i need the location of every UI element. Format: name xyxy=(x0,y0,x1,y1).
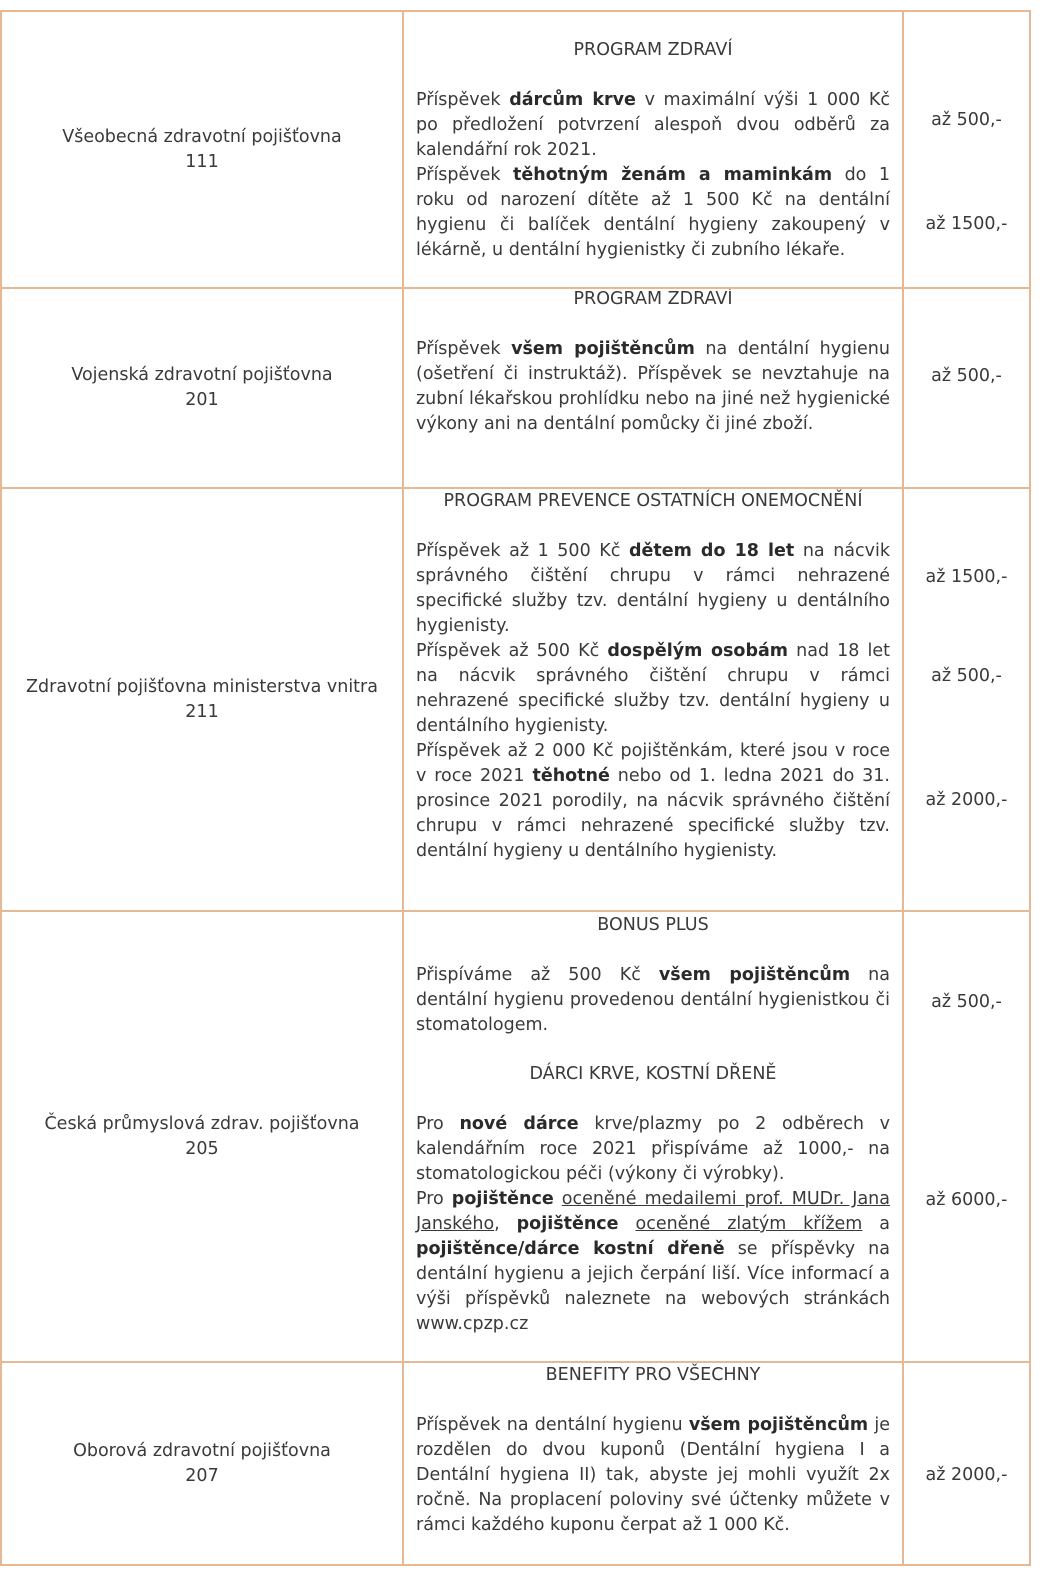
text-run: do 1 roku od narození dítěte až 1 500 Kč na dentální hygienu či balíček dentální hygieny zakoupený v lékárně, u dentální hygienistky či zubního lékaře. xyxy=(416,165,891,260)
program-cell xyxy=(404,489,902,910)
program-paragraph xyxy=(416,163,890,263)
bold-text: dětem do 18 let xyxy=(628,541,795,561)
amount-value: až 500,- xyxy=(931,666,1002,686)
program-block xyxy=(416,38,890,263)
text-run xyxy=(619,1214,636,1234)
spacer xyxy=(416,1087,890,1112)
amount-value: až 6000,- xyxy=(925,1190,1008,1210)
program-title: DÁRCI KRVE, KOSTNÍ DŘENĚ xyxy=(529,1064,777,1084)
text-run: na nácvik správného čištění chrupu v rámci nehrazené specifické služby tzv. dentální hygieny u dentálního hygienisty. xyxy=(416,541,890,636)
amount-value: až 2000,- xyxy=(925,790,1008,810)
program-paragraph xyxy=(416,963,890,1038)
insurer-code: 111 xyxy=(185,151,219,172)
insurer-name-block xyxy=(62,125,342,175)
amount-cell xyxy=(904,1363,1029,1564)
amount-value: až 1500,- xyxy=(925,567,1008,587)
amount-value: až 1500,- xyxy=(925,214,1008,234)
spacer xyxy=(416,938,890,963)
text-run: Příspěvek xyxy=(416,165,514,185)
program-title: PROGRAM ZDRAVÍ xyxy=(573,289,733,309)
program-paragraph xyxy=(416,1187,890,1337)
program-block xyxy=(416,913,890,1038)
insurer-cell xyxy=(2,1363,402,1564)
bold-text: všem pojištěncům xyxy=(511,339,695,359)
program-title: PROGRAM ZDRAVÍ xyxy=(573,40,733,60)
amount-value: až 500,- xyxy=(931,992,1002,1012)
insurer-name: Vojenská zdravotní pojišťovna xyxy=(71,365,333,385)
text-run: Pro xyxy=(416,1189,452,1209)
insurer-name: Česká průmyslová zdrav. pojišťovna xyxy=(44,1113,360,1134)
insurer-code: 201 xyxy=(185,390,219,410)
program-block xyxy=(416,289,890,437)
bold-text: nové dárce xyxy=(459,1114,579,1134)
text-run: a xyxy=(862,1214,890,1234)
text-run: Příspěvek až 2 000 Kč pojištěnkám, které jsou v roce v roce 2021 xyxy=(416,741,890,786)
bold-text: těhotné xyxy=(532,766,610,786)
bold-text: těhotným ženám a maminkám xyxy=(513,165,833,185)
amount-value: až 500,- xyxy=(931,110,1002,130)
insurer-name-block xyxy=(71,363,332,413)
program-title: BENEFITY PRO VŠECHNY xyxy=(545,1365,761,1385)
spacer xyxy=(416,63,890,88)
text-run: se příspěvky na dentální hygienu a jejich čerpání liší. Více informací a výši příspěvků naleznete na webových stránkách www.cpzp.cz xyxy=(416,1239,890,1334)
table-border-horizontal xyxy=(0,1564,1031,1566)
table-border-vertical xyxy=(1029,10,1031,1566)
program-cell xyxy=(404,912,902,1361)
underlined-text: oceněné zlatým křížem xyxy=(635,1214,863,1234)
amount-cell xyxy=(904,489,1029,910)
program-title: PROGRAM PREVENCE OSTATNÍCH ONEMOCNĚNÍ xyxy=(443,491,863,511)
text-run: Příspěvek až 1 500 Kč xyxy=(416,541,629,561)
insurer-name-block xyxy=(26,675,378,725)
text-run: v maximální výši 1 000 Kč po předložení potvrzení alespoň dvou odběrů za kalendářní rok 2021. xyxy=(416,90,890,160)
text-run: Pro xyxy=(416,1114,460,1134)
program-cell xyxy=(404,289,902,487)
text-run: na dentální hygienu (ošetření či instruktáž). Příspěvek se nevztahuje na zubní lékařskou prohlídku nebo na jiné než hygienické výkony ani na dentální pomůcky či jiné zboží. xyxy=(416,339,890,434)
program-cell xyxy=(404,12,902,287)
bold-text: dospělým osobám xyxy=(607,641,789,661)
text-run: je rozdělen do dvou kuponů (Dentální hygiena I a Dentální hygiena II) tak, abyste jej mohli využít 2x ročně. Na proplacení poloviny své účtenky můžete v rámci každého kuponu čerpat až 1 000 Kč. xyxy=(416,1415,890,1535)
spacer xyxy=(416,514,890,539)
spacer xyxy=(416,312,890,337)
text-run: , xyxy=(494,1214,517,1234)
program-block xyxy=(416,489,890,864)
amount-cell xyxy=(904,912,1029,1361)
text-run: na dentální hygienu provedenou dentální hygienistkou či stomatologem. xyxy=(416,965,890,1035)
insurer-code: 205 xyxy=(185,1138,219,1159)
bold-text: pojištěnce xyxy=(516,1214,619,1234)
bold-text: všem pojištěncům xyxy=(688,1415,869,1435)
program-paragraph xyxy=(416,88,890,163)
insurer-name-block xyxy=(73,1439,331,1489)
program-block xyxy=(416,1363,890,1538)
program-paragraph xyxy=(416,739,890,864)
text-run xyxy=(554,1189,562,1209)
insurer-name: Zdravotní pojišťovna ministerstva vnitra xyxy=(26,676,378,697)
program-paragraph xyxy=(416,1413,890,1538)
text-run: Příspěvek xyxy=(416,339,512,359)
insurer-name: Všeobecná zdravotní pojišťovna xyxy=(62,126,342,147)
underlined-text: oceněné medailemi prof. MUDr. Jana Janského xyxy=(416,1189,890,1234)
text-run: Příspěvek na dentální hygienu xyxy=(416,1415,689,1435)
bold-text: pojištěnce/dárce kostní dřeně xyxy=(416,1239,725,1259)
text-run: nad 18 let na nácvik správného čištění chrupu v rámci nehrazené specifické služby tzv. dentální hygieny u dentálního hygienisty. xyxy=(416,641,891,736)
amount-cell xyxy=(904,12,1029,287)
program-paragraph xyxy=(416,539,890,639)
bold-text: pojištěnce xyxy=(451,1189,554,1209)
bold-text: dárcům krve xyxy=(509,90,636,110)
insurer-cell xyxy=(2,489,402,910)
insurer-name: Oborová zdravotní pojišťovna xyxy=(73,1440,331,1461)
text-run: nebo od 1. ledna 2021 do 31. prosince 2021 porodily, na nácvik správného čištění chrupu v rámci nehrazené specifické služby tzv. dentální hygieny u dentálního hygienisty. xyxy=(416,766,890,861)
program-paragraph xyxy=(416,639,890,739)
insurer-cell xyxy=(2,912,402,1361)
bold-text: všem pojištěncům xyxy=(658,965,851,985)
insurer-name-block xyxy=(44,1112,359,1162)
insurer-cell xyxy=(2,12,402,287)
insurer-code: 211 xyxy=(185,701,219,722)
program-paragraph xyxy=(416,1112,890,1187)
program-cell xyxy=(404,1363,902,1564)
insurer-code: 207 xyxy=(185,1465,219,1486)
text-run: krve/plazmy po 2 odběrech v kalendářním roce 2021 přispíváme až 1000,- na stomatologickou péči (výkony či výrobky). xyxy=(416,1114,890,1184)
program-paragraph xyxy=(416,337,890,437)
amount-value: až 2000,- xyxy=(925,1465,1008,1485)
insurer-cell xyxy=(2,289,402,487)
text-run: Příspěvek xyxy=(416,90,510,110)
program-block xyxy=(416,1062,890,1337)
text-run: Příspěvek až 500 Kč xyxy=(416,641,608,661)
spacer xyxy=(416,1388,890,1413)
amount-value: až 500,- xyxy=(931,366,1002,386)
program-title: BONUS PLUS xyxy=(597,915,709,935)
text-run: Přispíváme až 500 Kč xyxy=(416,965,659,985)
amount-cell xyxy=(904,289,1029,487)
